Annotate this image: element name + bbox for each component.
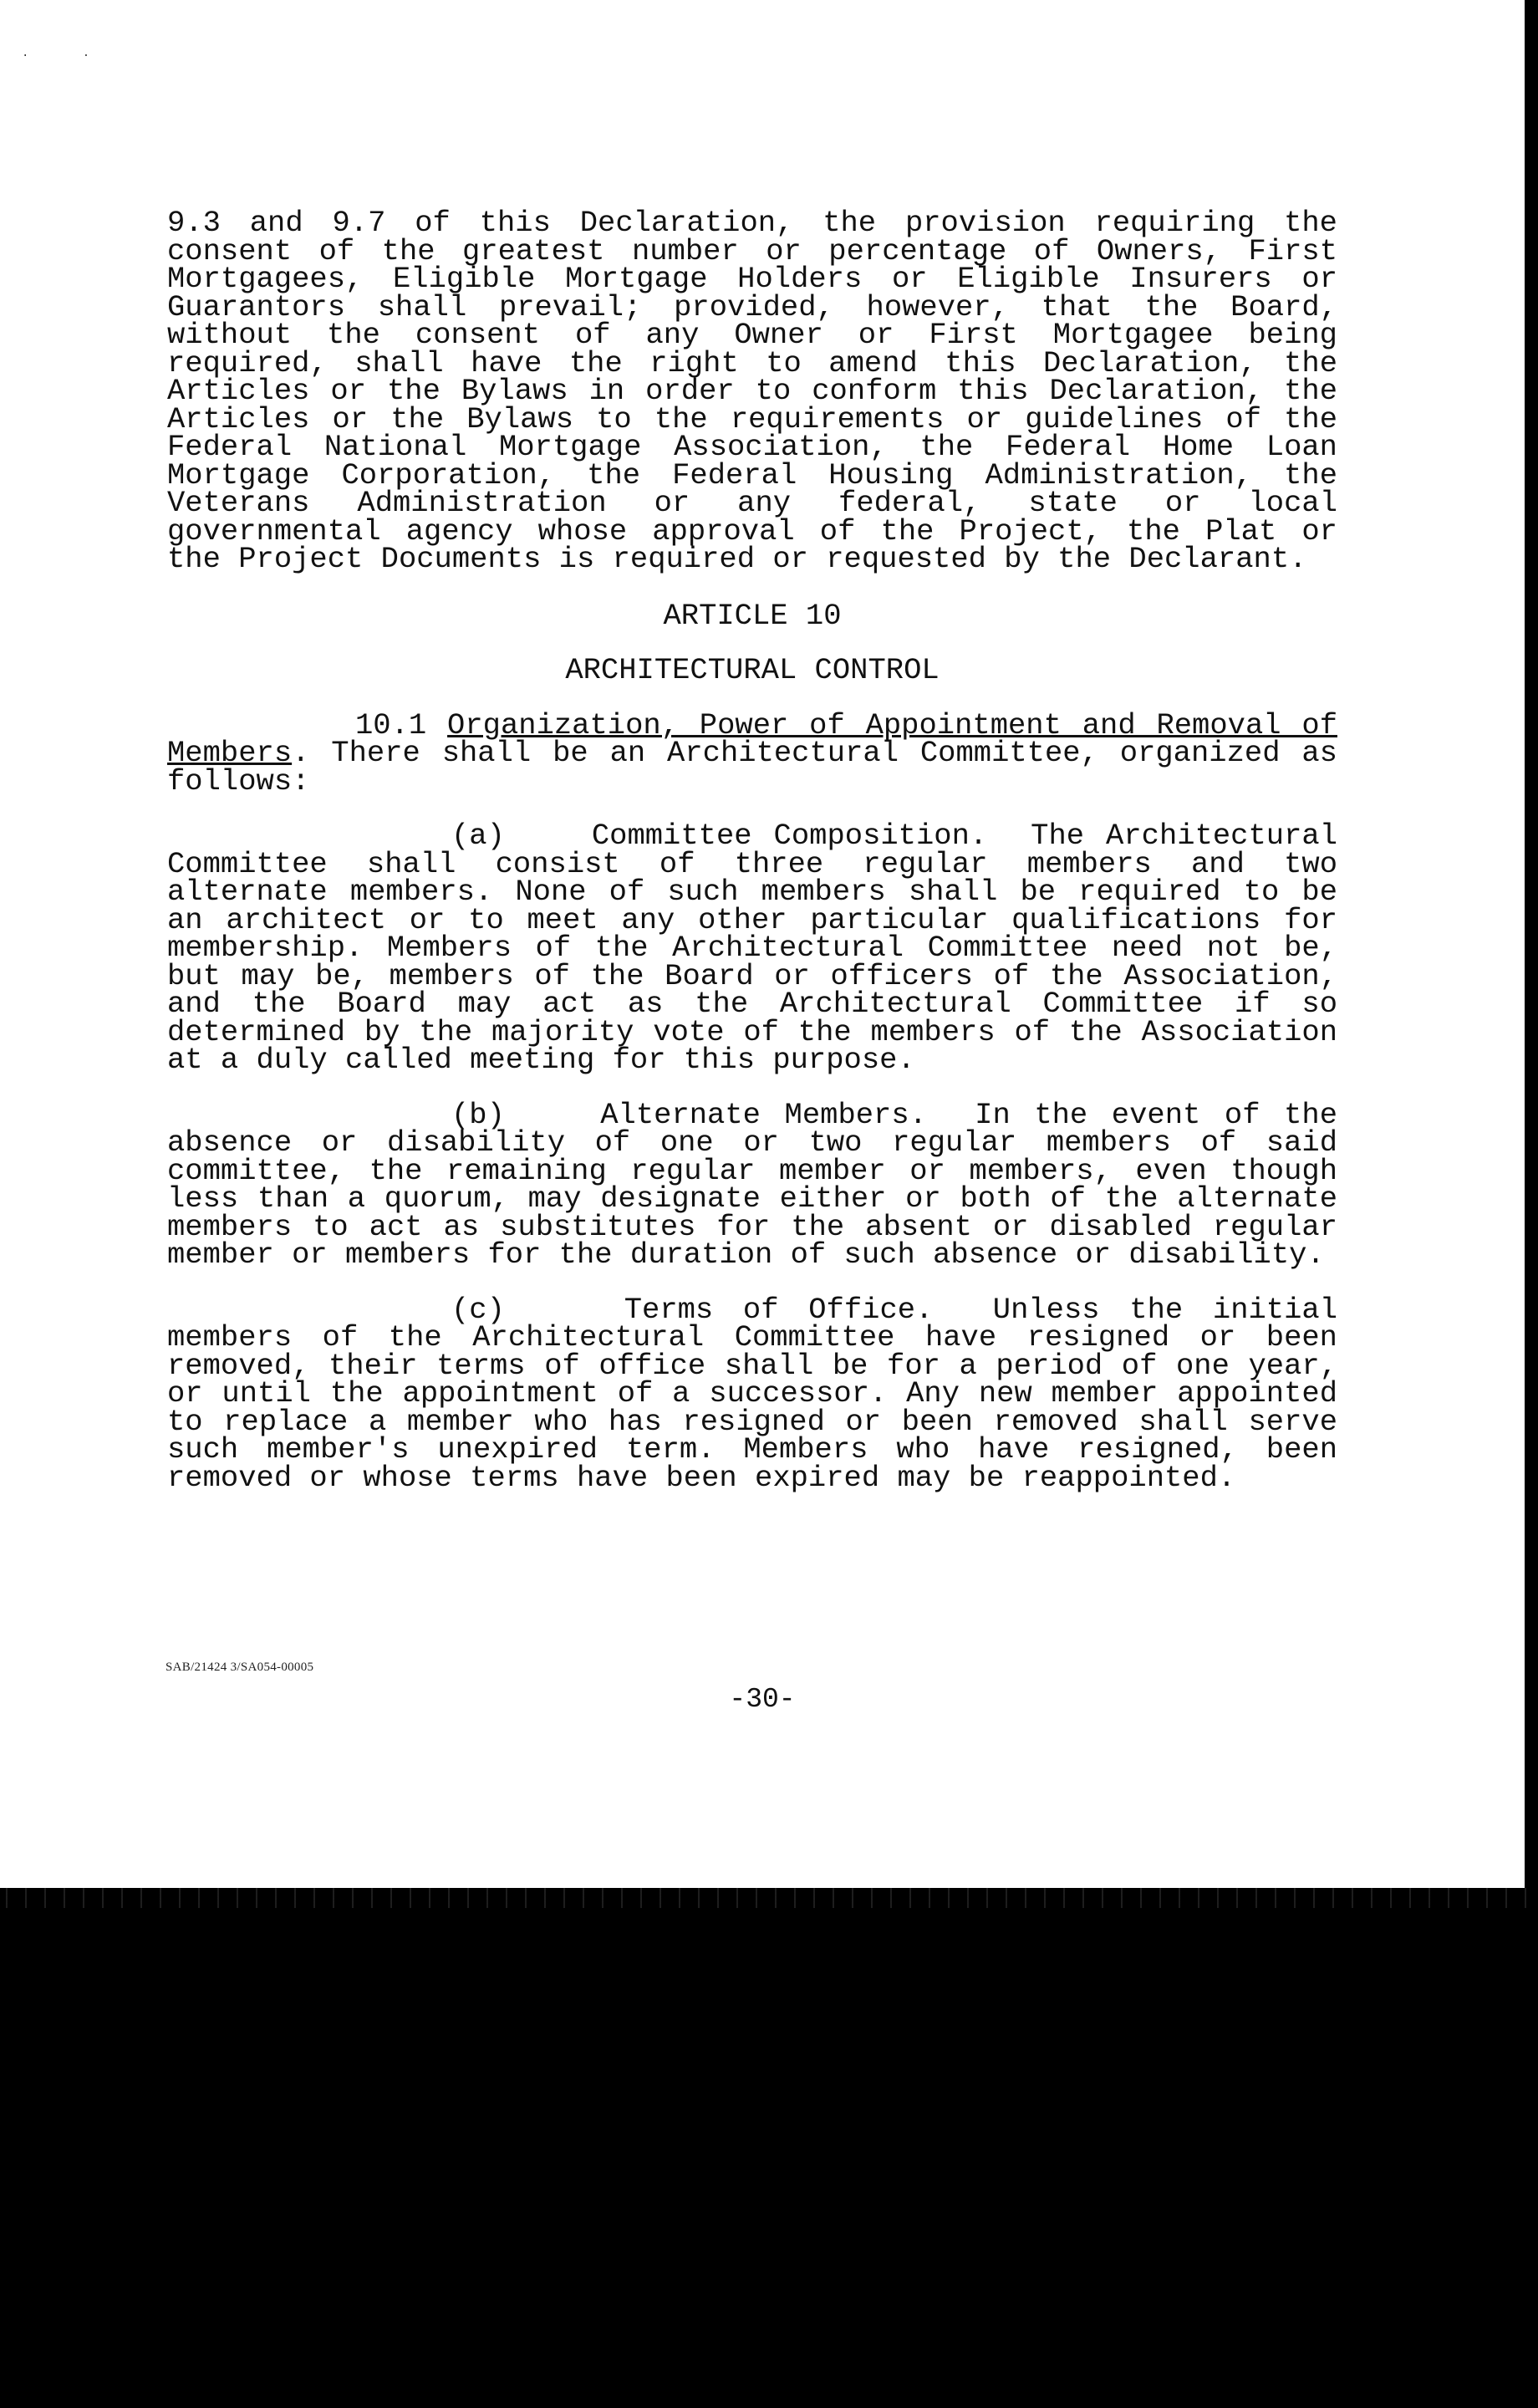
article-title: ARCHITECTURAL CONTROL bbox=[565, 653, 940, 687]
paragraph-a bbox=[167, 819, 1338, 1077]
paragraph-b-text: In the event of the absence or disability of one or two regular members of said committee, the remaining regular member or members, even though less than a quorum, may designate either or both of the alternate members to act as substitutes for the absent or disabled regular member or members for the duration of such absence or disability. bbox=[167, 1097, 1337, 1272]
paragraph-c-text: Unless the initial members of the Architectural Committee have resigned or been removed, their terms of office shall be for a period of one year, or until the appointment of a successor. Any new member appointed to replace a member who has resigned or been removed shall serve such member's unexpired term. Members who have resigned, been removed or whose terms have been expired may be reappointed. bbox=[167, 1292, 1338, 1495]
intro-paragraph: 9.3 and 9.7 of this Declaration, the provision requiring the consent of the greatest number or percentage of Owners, First Mortgagees, Eligible Mortgage Holders or Eligible Insurers or Guarantors shall prevail; provided, however, that the Board, without the consent of any Owner or First Mortgagee being required, shall have the right to amend this Declaration, the Articles or the Bylaws in order to conform this Declaration, the Articles or the Bylaws to the requirements or guidelines of the Federal National Mortgage Association, the Federal Home Loan Mortgage Corporation, the Federal Housing Administration, the Veterans Administration or any federal, state or local governmental agency whose approval of the Project, the Plat or the Project Documents is required or requested by the Declarant. bbox=[167, 206, 1337, 576]
scan-edge-noise bbox=[0, 1888, 1538, 1908]
section-10-1 bbox=[167, 707, 1337, 798]
article-number: ARTICLE 10 bbox=[663, 598, 842, 633]
paragraph-b-heading: Alternate Members. bbox=[600, 1097, 927, 1132]
paragraph-c-label: (c) bbox=[451, 1292, 505, 1327]
document-code: SAB/21424 3/SA054-00005 bbox=[166, 1661, 314, 1674]
paragraph-b-label: (b) bbox=[451, 1097, 505, 1132]
section-number: 10.1 bbox=[355, 707, 427, 742]
document-body bbox=[167, 206, 1338, 1495]
section-heading: Organization, Power of Appointment and Removal of Members bbox=[167, 707, 1337, 770]
page-number: -30- bbox=[729, 1684, 796, 1715]
paragraph-a-text: The Architectural Committee shall consist of three regular members and two alternate members. None of such members shall be required to be an architect or to meet any other particular qualifications for membership. Members of the Architectural Committee need not be, but may be, members of the Board or officers of the Association, and the Board may act as the Architectural Committee if so determined by the majority vote of the members of the Association at a duly called meeting for this purpose. bbox=[167, 819, 1338, 1077]
scan-specks: . . bbox=[22, 47, 114, 60]
section-intro-text: . There shall be an Architectural Committee, organized as follows: bbox=[167, 736, 1337, 798]
paragraph-c bbox=[167, 1292, 1338, 1495]
paragraph-a-heading: Committee Composition. bbox=[591, 819, 988, 853]
paragraph-b bbox=[167, 1097, 1337, 1272]
paragraph-a-label: (a) bbox=[451, 819, 505, 853]
paragraph-c-heading: Terms of Office. bbox=[624, 1292, 934, 1327]
